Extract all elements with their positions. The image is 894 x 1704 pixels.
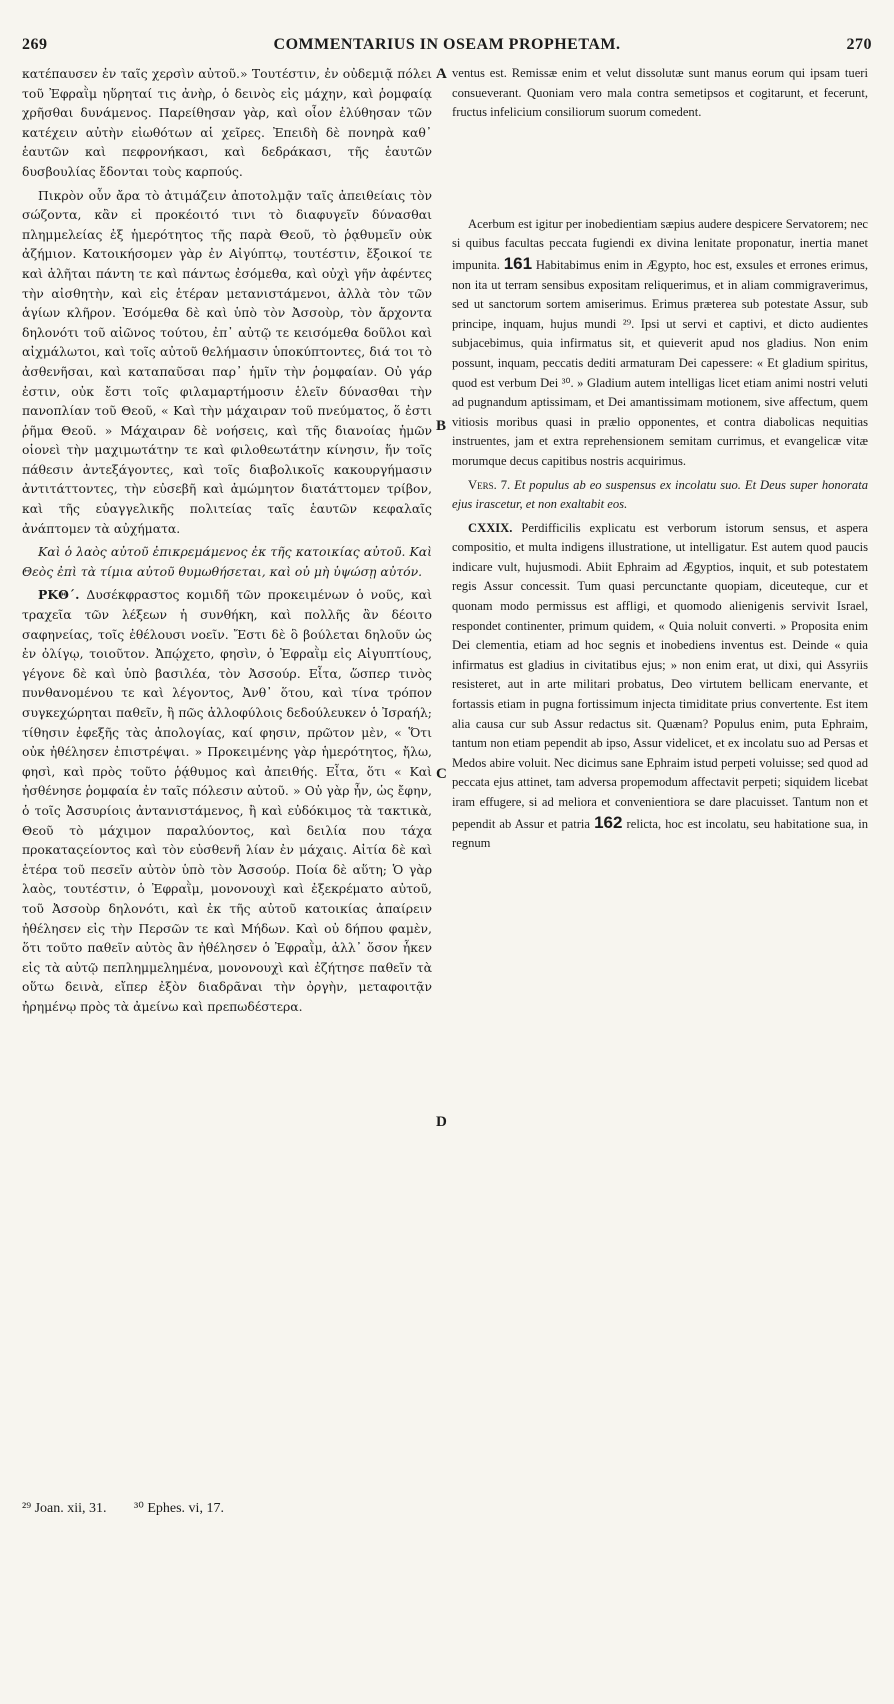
greek-chapter-number: ΡΚΘ΄. (38, 587, 80, 603)
greek-commentary-text: Δυσέκφραστος κομιδῆ τῶν προκειμένων ὁ νοῦς, καὶ τραχεῖα τῶν λέξεων ἡ συνθήκη, καὶ πολλῆς ἂν δέοιτο σαφηνείας, τοῖς ἐθέλουσι νοεῖν. Ἔστι δὲ ὃ βούλεται δηλοῦν ὡς ἐν ὀλίγῳ, τοιοῦτον. Ἀπῴχετο, φησὶν, ὁ Ἐφραῒμ εἰς Αἰγυπτίους, γέγονε δὲ καὶ ὑπὸ βασιλέα, τὸν Ἀσσούρ. Εἶτα, ὥσπερ τινὸς πυνθανομένου τε καὶ λέγοντος, Ἀνθ᾽ ὅτου, καὶ τίνα τρόπον συγκεχώρηται παθεῖν, ἢ πῶς ἀλλοφύλοις δεδούλευκεν ὁ Ἰσραήλ; τίθησιν ἐφεξῆς τὰς ἀπολογίας, καί φησιν, πρῶτον μὲν, « Ὅτι οὐκ ἠθέλησεν ἐπιστρέψαι. » Προκειμένης γὰρ ἡμερότητος, ἤλω, φησὶ, καὶ πρὸς τοῦτο ῥᾴθυμος καὶ ἀπειθής. Εἶτα, ὅτι « Καὶ ἠσθένησε ῥομφαία ἐν ταῖς πόλεσιν αὐτοῦ. » Οὐ γὰρ ἦν, ὡς ἔφην, ὁ τοῖς Ἀσσυρίοις ἀντανιστάμενος, ἢ καὶ εὐδόκιμος τὰ τακτικὰ, Θεοῦ τὸ μάχιμον παραλύοντος, καὶ δειλία που τάχα προκαταςείοντος καὶ τὸν εὐσθενῆ λίαν ἐν μάχαις. Αἰτία δὲ καὶ ἑτέρα τοῦ πεσεῖν αὐτὸν ὑπὸ τὸν Ἀσσούρ. Ποία δὲ αὕτη; Ὁ γὰρ λαὸς, τουτέστιν, ὁ Ἐφραῒμ, μονονουχὶ καὶ ἐξεκρέματο αὐτοῦ, τοῦ Ἀσσοὺρ δηλονότι, καὶ ἐκ τῆς αὐτοῦ κατοικίας ἀπαίρειν ἠθέλησεν εἰς τὴν Περσῶν τε καὶ Μήδων. Καὶ οὐ δήπου φαμὲν, ὅτι τοῦτο παθεῖν αὐτὸς ἂν ἠθέλησεν ὁ Ἐφραῒμ, ἀλλ᾽ ὅσον ἧκεν εἰς τὰ αὐτῷ πεπλημμελημένα, μονονουχὶ καὶ ἐζήτησε παθεῖν τὰ οὕτω δεινὰ, εἴπερ ἐξὸν διαδρᾶναι τὴν ὀργὴν, μεταφοιτᾷν ἠρημένῳ πρὸς τὰ ἀμείνω καὶ πρεπωδέστερα. (22, 587, 432, 1014)
column-gap (452, 123, 868, 215)
latin-text: Acerbum est igitur per inobedientiam sæpius audere despicere Servatorem; nec si quibus facultas peccata fugiendi ex divina lenitate proponatur, inertia manet impunita. (452, 216, 868, 272)
greek-paragraph: Πικρὸν οὖν ἄρα τὸ ἀτιμάζειν ἀποτολμᾷν ταῖς ἀπειθείαις τὸν σώζοντα, κἂν εἰ προκέοιτό τινι τὸ διαφυγεῖν δύνασθαι πλημμελείας ἐξ ἡμερότητος τῆς παρὰ Θεοῦ, τὸ ῥᾳθυμεῖν οὐκ ἀζήμιον. Κατοικήσομεν γὰρ ἐν Αἰγύπτῳ, τουτέστιν, ἔξοικοί τε καὶ ἀλῆται πάντη τε καὶ πάντως ἐσόμεθα, καὶ οὐχὶ γῆν ἀφέντες τὴν αἰσθητὴν, καὶ εἰς ἑτέραν μετανιστάμενοι, ἀλλὰ τὸν τῶν ἁγίων κλῆρον. Ἐσόμεθα δὲ καὶ ὑπὸ τὸν Ἀσσοὺρ, τὸν ἄρχοντα δηλονότι τοῦ αἰῶνος τούτου, ἐπ᾽ αὐτῷ τε κεισόμεθα δοῦλοι καὶ αἰχμάλωτοι, καὶ τοῖς αὐτοῦ θελήμασιν ὑποκύπτοντες, διά τοι τὸ ἀσθενῆσαι, καὶ καταπαῦσαι παρ᾽ ἡμῖν τὴν ῥομφαίαν. Οὐ γάρ ἐστιν, οὐκ ἔστι τοῖς φιλαμαρτήμοσιν ἑλεῖν δύνασθαι τὴν πανοπλίαν τοῦ Θεοῦ, « Καὶ τὴν μάχαιραν τοῦ πνεύματος, ὅ ἐστι ῥῆμα Θεοῦ. » Μάχαιραν δὲ νοήσεις, καὶ τῆς διανοίας ἡμῶν οἱονεὶ τὴν μαχιμωτάτην τε καὶ φιλοθεωτάτην κίνησιν, ἥν τοῖς πάθεσιν ἀντεξάγοντες, καὶ τοῖς διαβολικοῖς κακουργήμασιν ἀντιτάττοντες, τὴν εὐσεβῆ καὶ ἀμώμητον διατάττομεν τρίβον, καὶ τῆς εὐαγγελικῆς πολιτείας ταῖς ἑαυτῶν κεφαλαῖς ἀνάπτομεν τὰ αὐχήματα. (22, 187, 432, 536)
greek-commentary (22, 585, 432, 1016)
column-number-161: 161 (503, 253, 533, 273)
latin-paragraph: ventus est. Remissæ enim et velut dissolutæ sunt manus eorum qui ipsam tueri consueverant. Quoniam vero mala contra semetipsos et cogitarunt, et fecerunt, fructus infelicium consiliorum suorum comedent. (452, 66, 868, 120)
latin-paragraph (452, 215, 868, 472)
latin-commentary (452, 519, 868, 854)
running-title: COMMENTARIUS IN OSEAM PROPHETAM. (273, 36, 621, 53)
latin-text: Perdifficilis explicatu est verborum istorum sensus, et aspera compositio, et multa indigens illustratione, ut intelligatur. Est autem quod paucis indicare vult, hujusmodi. Abiit Ephraim ad Ægyptios, inquit, et sub potestatem regis Assur concessit. Tum quasi percunctante quopiam, diceuteque, cur et quonam modo permissus est affligi, et quomodo alienigenis servivit Israel, respondet continenter, primum quidem, « Quia noluit converti. » Proposita enim Dei clementia, etiam ad hoc segnis et inobediens inventus est. Deinde « quia infirmatus est gladius in civitatibus ejus; » non enim erat, ut dixi, qui Assyriis resisteret, aut in arte militari probatus, Deo virtutem bellicam enervante, et fortassis etiam in pugna fortissimum injecta timiditate prius convertente. Est item alia causa cur sub Assur redactus sit. Quænam? Populus enim, puta Ephraim, tantum non etiam pependit ab ipso, Assur videlicet, et ex incolatu suo ad Persas et Medos abire voluit. Nec dicimus sane Ephraim istud perpeti voluisse; sed quod ad peccata ejus attinet, tam adversa propemodum affectavit perpeti; siquidem licebat iram effugere, si ad meliora et convenientiora se dare placuisset. Tantum non et pependit ab Assur et patria (452, 520, 868, 831)
footnote-30: ³⁰ Ephes. vi, 17. (134, 1501, 224, 1516)
page-number-left: 269 (22, 36, 48, 53)
latin-lemma (452, 476, 868, 515)
margin-letter-a: A (436, 66, 447, 82)
footnote-29: ²⁹ Joan. xii, 31. (22, 1501, 107, 1516)
verse-label: Vers. 7. (468, 477, 511, 492)
greek-lemma: Καὶ ὁ λαὸς αὐτοῦ ἐπικρεμάμενος ἐκ τῆς κατοικίας αὐτοῦ. Καὶ Θεὸς ἐπὶ τὰ τίμια αὐτοῦ θυμωθήσεται, καὶ οὐ μὴ ὑψώσῃ αὐτόν. (22, 544, 432, 579)
greek-paragraph: κατέπαυσεν ἐν ταῖς χερσὶν αὐτοῦ.» Τουτέστιν, ἐν οὐδεμιᾷ πόλει τοῦ Ἐφραῒμ ηὕρηταί τις ἀνὴρ, ὁ δεινὸς εἰς μάχην, καὶ ῥομφαίᾳ χρῆσθαι δυνάμενος. Παρείθησαν γὰρ, καὶ οἷον ἐλύθησαν τῶν κατέχειν αὐτὴν εἰωθότων αἱ χεῖρες. Ἐπειδὴ δὲ πονηρὰ καθ᾽ ἑαυτῶν καὶ πεφρονήκασι, καὶ δεδράκασι, τῆς ἑαυτῶν δυσβουλίας ἔδονται τοὺς καρπούς. (22, 66, 432, 179)
latin-column (452, 64, 868, 1704)
latin-lemma-text: Et populus ab eo suspensus ex incolatu suo. Et Deus super honorata ejus irascetur, et non exaltabit eos. (452, 477, 868, 512)
running-header (22, 36, 872, 60)
column-number-162: 162 (594, 812, 623, 832)
latin-text: relicta, hoc est incolatu, seu habitatione sua, in regnum (452, 816, 868, 851)
margin-letter-d: D (436, 1114, 447, 1130)
margin-letter-c: C (436, 766, 447, 782)
latin-text: Habitabimus enim in Ægypto, hoc est, exsules et errones erimus, non ita ut terram sensibus expositam reliquerimus, et in aliam commigraverimus, sed ut sanctorum sortem amiserimus. Erimus præterea sub potestate Assur, sub principe, inquam, hujus mundi ²⁹. Ipsi ut servi et captivi, et dicto audientes subjacebimus, quia infirmatus sit, et quieverit apud nos gladius. Non enim possunt, inquam, peccatis dediti armaturam Dei capessere: « Et gladium spiritus, quod est verbum Dei ³⁰. » Gladium autem intelligas licet etiam animi nostri veluti ad pugnandum aptissimam, et Dei amantissimam motionem, sive affectum, quem vitiosis moribus quasi in prælio opponentes, et contra diabolicas nequitias instruentes, jam et extra reprehensionem semitam currimus, et evangelicæ vitæ morumque decus capitibus nostris acquirimus. (452, 257, 868, 468)
page-number-right: 270 (846, 36, 872, 53)
footnotes (22, 1500, 522, 1517)
latin-chapter-number: CXXIX. (468, 520, 513, 535)
greek-column (22, 64, 432, 1704)
margin-letter-b: B (436, 418, 447, 434)
